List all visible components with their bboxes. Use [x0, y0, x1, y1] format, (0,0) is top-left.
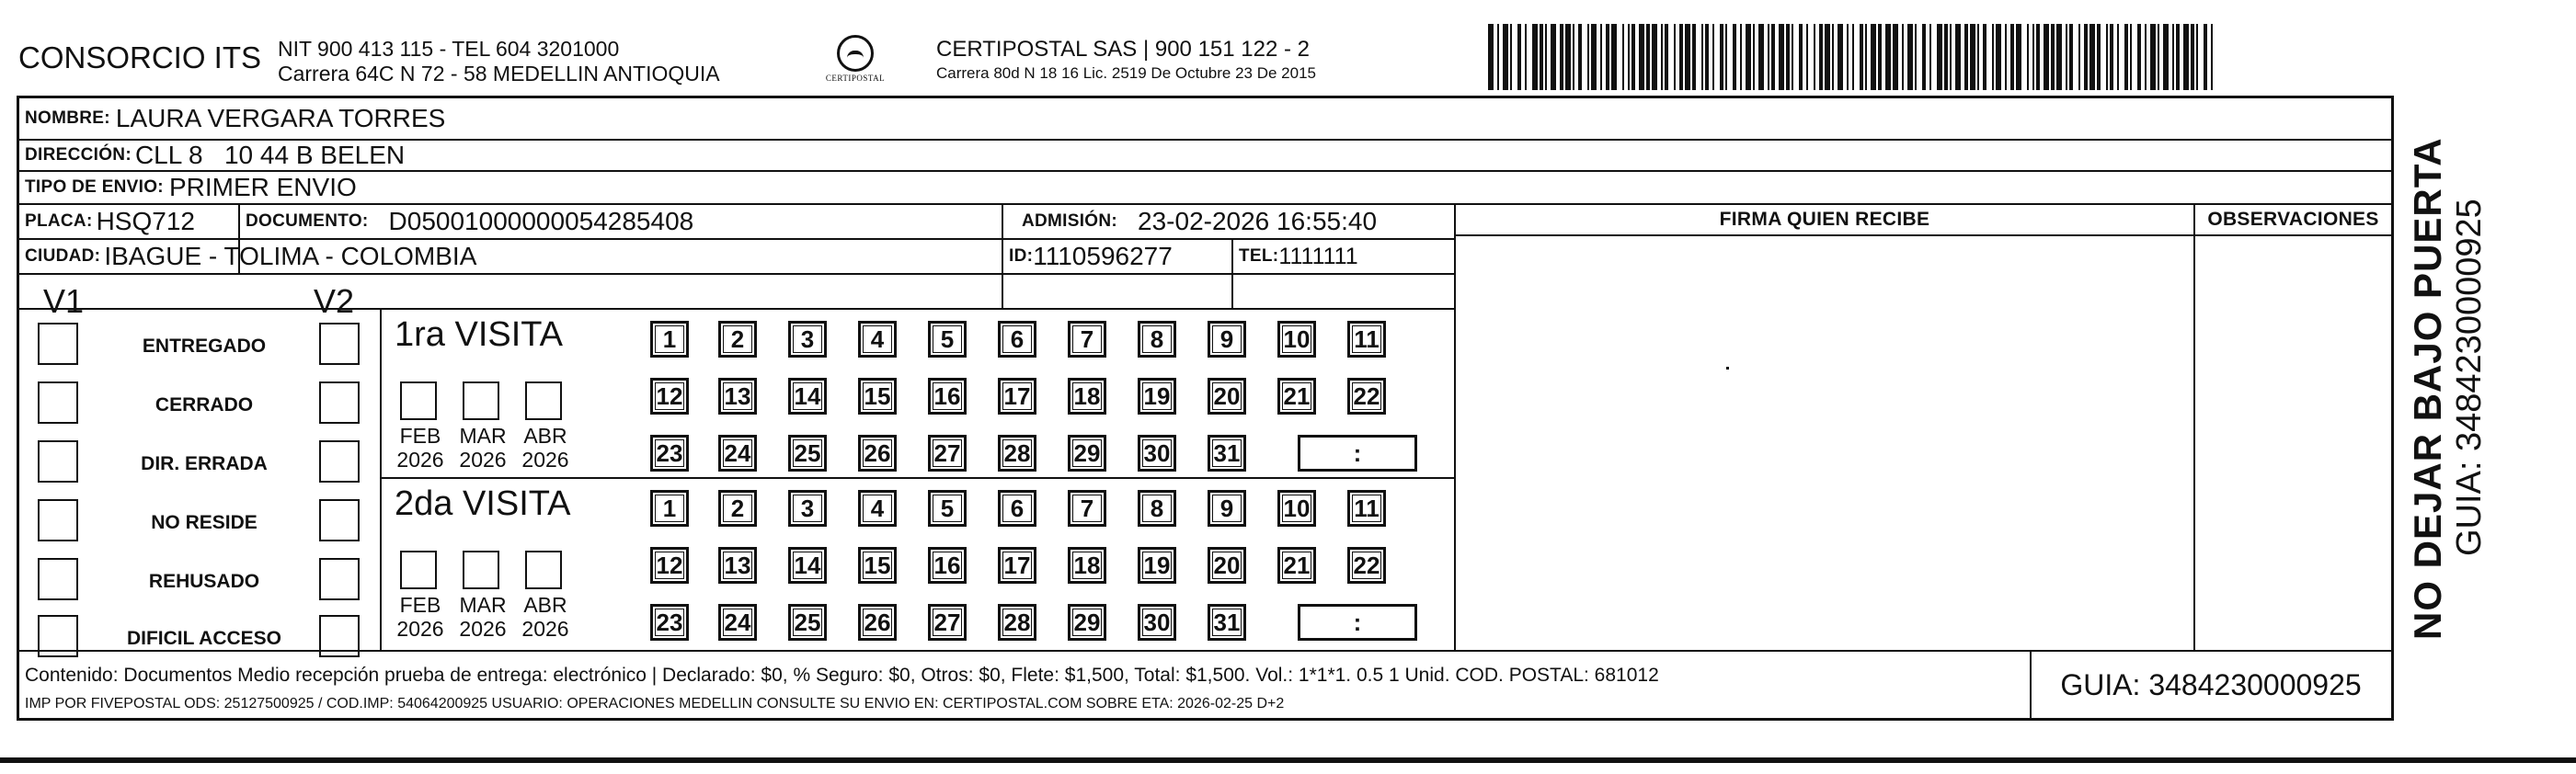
month-name: ABR — [523, 424, 567, 448]
visit-title: 2da VISITA — [395, 484, 571, 523]
day-box[interactable]: 7 — [1068, 321, 1106, 358]
status-label: NO RESIDE — [151, 512, 258, 533]
day-box[interactable]: 16 — [928, 378, 967, 415]
day-box[interactable]: 9 — [1208, 321, 1246, 358]
side-guia: GUIA: 3484230000925 — [2450, 199, 2489, 556]
day-box[interactable]: 9 — [1208, 490, 1246, 527]
id-field — [1009, 240, 1173, 273]
month-checkbox[interactable] — [463, 381, 499, 420]
ciudad-label: CIUDAD: — [25, 246, 101, 266]
month-year: 2026 — [521, 448, 569, 472]
direccion-value: CLL 8 10 44 B BELEN — [134, 141, 406, 169]
logo-icon — [837, 35, 874, 72]
day-box[interactable]: 3 — [788, 490, 827, 527]
tel-field — [1239, 240, 1358, 273]
observaciones-header: OBSERVACIONES — [2207, 209, 2379, 230]
firma-header: FIRMA QUIEN RECIBE — [1719, 209, 1930, 230]
placa-field — [25, 205, 195, 238]
day-box[interactable]: 24 — [718, 604, 757, 641]
day-box[interactable]: 12 — [650, 378, 689, 415]
company-info — [278, 37, 720, 86]
month-name: MAR — [459, 593, 507, 617]
status-label: REHUSADO — [148, 571, 260, 592]
placa-value: HSQ712 — [96, 207, 195, 235]
nit-line: NIT 900 413 115 - TEL 604 3201000 — [278, 37, 620, 61]
day-box[interactable]: 2 — [718, 490, 757, 527]
month-checkbox[interactable] — [525, 551, 562, 589]
direccion-row — [25, 141, 405, 170]
courier-line: CERTIPOSTAL SAS | 900 151 122 - 2 — [936, 37, 1310, 62]
ink-dot — [1726, 367, 1729, 370]
status-label: DIFICIL ACCESO — [126, 628, 281, 649]
v2-checkbox[interactable] — [319, 499, 360, 541]
logo-text: CERTIPOSTAL — [825, 74, 886, 83]
day-box[interactable]: 19 — [1138, 378, 1176, 415]
side-warning: NO DEJAR BAJO PUERTA — [2406, 137, 2449, 640]
month-checkbox[interactable] — [400, 381, 437, 420]
v2-checkbox[interactable] — [319, 615, 360, 657]
day-box[interactable]: 26 — [858, 604, 897, 641]
nombre-label: NOMBRE: — [25, 108, 110, 128]
day-box[interactable]: 20 — [1208, 547, 1246, 584]
day-box[interactable]: 10 — [1277, 321, 1316, 358]
day-box[interactable]: 31 — [1208, 604, 1246, 641]
day-box[interactable]: 28 — [998, 435, 1036, 472]
visit-title: 1ra VISITA — [395, 315, 564, 354]
company-name: CONSORCIO ITS — [18, 40, 262, 74]
courier-info — [936, 37, 1316, 83]
day-box[interactable]: 7 — [1068, 490, 1106, 527]
month-label — [453, 424, 512, 472]
admision-label: ADMISIÓN: — [1022, 211, 1118, 231]
day-box[interactable]: 8 — [1138, 321, 1176, 358]
tel-value: 1111111 — [1278, 243, 1358, 269]
nombre-row — [25, 102, 445, 135]
day-box[interactable]: 21 — [1277, 547, 1316, 584]
ciudad-value: IBAGUE - TOLIMA - COLOMBIA — [104, 242, 477, 270]
day-box[interactable]: 27 — [928, 604, 967, 641]
day-box[interactable]: 11 — [1347, 321, 1386, 358]
month-year: 2026 — [521, 617, 569, 641]
month-name: FEB — [399, 593, 441, 617]
v1-checkbox[interactable] — [38, 381, 78, 424]
day-box[interactable]: 3 — [788, 321, 827, 358]
month-year: 2026 — [396, 617, 444, 641]
month-checkbox[interactable] — [463, 551, 499, 589]
day-box[interactable]: 29 — [1068, 435, 1106, 472]
time-box[interactable]: : — [1298, 604, 1417, 641]
day-box[interactable]: 17 — [998, 378, 1036, 415]
day-box[interactable]: 8 — [1138, 490, 1176, 527]
barcode — [1488, 24, 2220, 90]
v1-checkbox[interactable] — [38, 440, 78, 483]
day-box[interactable]: 1 — [650, 321, 689, 358]
admision-field — [1022, 205, 1377, 238]
footer-guia: GUIA: 3484230000925 — [2060, 668, 2362, 701]
v2-checkbox[interactable] — [319, 381, 360, 424]
nombre-value: LAURA VERGARA TORRES — [115, 104, 446, 132]
day-box[interactable]: 18 — [1068, 378, 1106, 415]
day-box[interactable]: 25 — [788, 435, 827, 472]
day-box[interactable]: 22 — [1347, 547, 1386, 584]
tel-label: TEL: — [1239, 246, 1279, 266]
v1-checkbox[interactable] — [38, 615, 78, 657]
month-label — [516, 424, 575, 472]
v1-header: V1 — [43, 282, 85, 320]
v2-checkbox[interactable] — [319, 558, 360, 600]
status-label: CERRADO — [155, 394, 254, 415]
v2-checkbox[interactable] — [319, 323, 360, 365]
day-box[interactable]: 19 — [1138, 547, 1176, 584]
day-box[interactable]: 5 — [928, 490, 967, 527]
day-box[interactable]: 5 — [928, 321, 967, 358]
day-box[interactable]: 4 — [858, 321, 897, 358]
day-box[interactable]: 6 — [998, 321, 1036, 358]
day-box[interactable]: 30 — [1138, 435, 1176, 472]
tipo-label: TIPO DE ENVIO: — [25, 177, 164, 197]
status-label: ENTREGADO — [142, 336, 267, 357]
day-box[interactable]: 17 — [998, 547, 1036, 584]
day-box[interactable]: 31 — [1208, 435, 1246, 472]
documento-value: D05001000000054285408 — [388, 207, 694, 235]
id-label: ID: — [1009, 246, 1034, 266]
day-box[interactable]: 1 — [650, 490, 689, 527]
month-label — [453, 593, 512, 641]
day-box[interactable]: 28 — [998, 604, 1036, 641]
month-year: 2026 — [459, 448, 507, 472]
tipo-row — [25, 172, 357, 203]
day-box[interactable]: 12 — [650, 547, 689, 584]
day-box[interactable]: 13 — [718, 547, 757, 584]
day-box[interactable]: 23 — [650, 604, 689, 641]
month-name: ABR — [523, 593, 567, 617]
day-box[interactable]: 16 — [928, 547, 967, 584]
day-box[interactable]: 29 — [1068, 604, 1106, 641]
day-box[interactable]: 25 — [788, 604, 827, 641]
day-box[interactable]: 2 — [718, 321, 757, 358]
id-value: 1110596277 — [1033, 242, 1173, 270]
day-box[interactable]: 26 — [858, 435, 897, 472]
month-name: FEB — [399, 424, 441, 448]
month-checkbox[interactable] — [400, 551, 437, 589]
day-box[interactable]: 11 — [1347, 490, 1386, 527]
day-box[interactable]: 6 — [998, 490, 1036, 527]
v2-checkbox[interactable] — [319, 440, 360, 483]
month-year: 2026 — [396, 448, 444, 472]
tipo-value: PRIMER ENVIO — [168, 173, 357, 201]
day-box[interactable]: 22 — [1347, 378, 1386, 415]
day-box[interactable]: 14 — [788, 547, 827, 584]
day-box[interactable]: 14 — [788, 378, 827, 415]
day-box[interactable]: 15 — [858, 378, 897, 415]
v1-checkbox[interactable] — [38, 499, 78, 541]
month-name: MAR — [459, 424, 507, 448]
direccion-label: DIRECCIÓN: — [25, 145, 132, 165]
month-label — [516, 593, 575, 641]
day-box[interactable]: 18 — [1068, 547, 1106, 584]
placa-label: PLACA: — [25, 211, 93, 231]
day-box[interactable]: 4 — [858, 490, 897, 527]
month-year: 2026 — [459, 617, 507, 641]
day-box[interactable]: 20 — [1208, 378, 1246, 415]
main-form — [17, 96, 2394, 721]
bottom-border — [0, 757, 2576, 763]
documento-label: DOCUMENTO: — [246, 211, 369, 231]
address-line: Carrera 64C N 72 - 58 MEDELLIN ANTIOQUIA — [278, 62, 720, 85]
footer-content: Contenido: Documentos Medio recepción prueba de entrega: electrónico | Declarado: $0, % Seguro: $0, Otros: $0, Flete: $1,500, Total: $1,500. Vol.: 1*1*1. 0.5 1 Unid. COD. POSTAL: 681012 — [25, 665, 1659, 686]
day-box[interactable]: 21 — [1277, 378, 1316, 415]
v1-checkbox[interactable] — [38, 323, 78, 365]
time-box[interactable]: : — [1298, 435, 1417, 472]
month-label — [391, 593, 450, 641]
day-box[interactable]: 13 — [718, 378, 757, 415]
day-box[interactable]: 15 — [858, 547, 897, 584]
day-box[interactable]: 10 — [1277, 490, 1316, 527]
day-box[interactable]: 23 — [650, 435, 689, 472]
status-label: DIR. ERRADA — [141, 453, 268, 474]
v1-checkbox[interactable] — [38, 558, 78, 600]
day-box[interactable]: 30 — [1138, 604, 1176, 641]
day-box[interactable]: 24 — [718, 435, 757, 472]
license-line: Carrera 80d N 18 16 Lic. 2519 De Octubre 23 De 2015 — [936, 64, 1316, 82]
admision-value: 23-02-2026 16:55:40 — [1138, 207, 1378, 235]
v2-header: V2 — [314, 282, 355, 320]
month-checkbox[interactable] — [525, 381, 562, 420]
month-label — [391, 424, 450, 472]
certipostal-logo — [809, 35, 901, 85]
ciudad-field — [25, 240, 476, 273]
barcode-bar — [2213, 24, 2218, 90]
footer-print-info: IMP POR FIVEPOSTAL ODS: 25127500925 / COD.IMP: 54064200925 USUARIO: OPERACIONES MEDELLIN CONSULTE SU ENVIO EN: CERTIPOSTAL.COM SOBRE ETA: 2026-02-25 D+2 — [25, 696, 1285, 711]
documento-field — [246, 205, 693, 238]
day-box[interactable]: 27 — [928, 435, 967, 472]
